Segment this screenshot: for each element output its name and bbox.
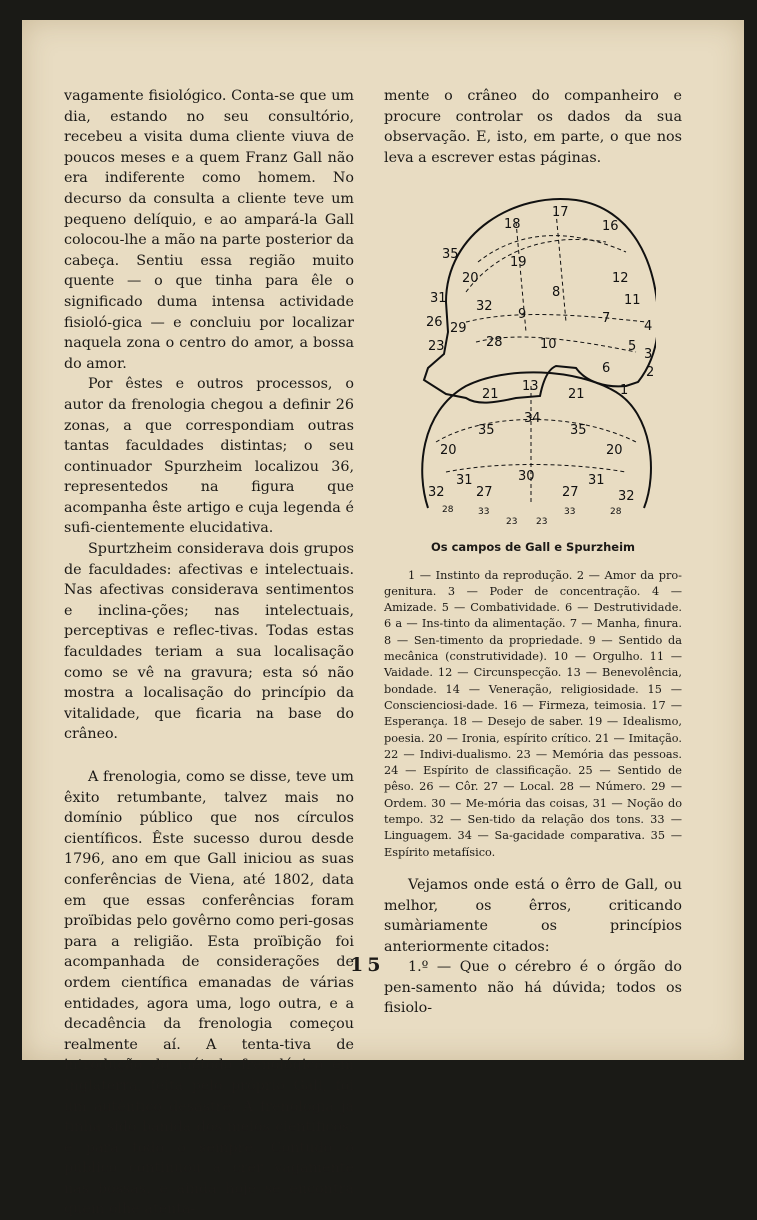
zone-label-10: 10 [540,337,557,353]
zone-label-4: 4 [644,319,653,335]
zone-label-9: 9 [518,307,527,323]
svg-text:31: 31 [456,473,473,489]
book-page [22,20,744,1218]
zone-label-16: 16 [602,219,619,235]
paragraph-1: vagamente fisiológico. Conta-se que um dia, estando no seu consultório, recebeu a visita duma cliente viuva de poucos meses e a quem Franz Gall não era indiferente como homem. No decurso da consulta a cliente teve um pequeno delíquio, e ao ampará-la Gall colocou-lhe a mão na parte posterior da cabeça. Sentiu essa região muito quente — o que tinha para êle o significado duma intensa actividade fisioló-gica — e concluiu por localizar naquela zona o centro do amor, a bossa do amor. [64,88,354,372]
zone-label-17: 17 [552,205,569,221]
zone-label-23: 23 [428,339,445,355]
zone-label-35: 35 [442,247,459,263]
svg-text:32: 32 [428,485,445,501]
svg-text:21: 21 [482,387,499,403]
svg-text:32: 32 [618,489,635,505]
zone-label-5: 5 [628,339,637,355]
svg-text:33: 33 [478,507,490,518]
page-number: 15 [350,954,385,976]
zone-label-20: 20 [462,271,479,287]
svg-text:31: 31 [588,473,605,489]
zone-label-28: 28 [486,335,503,351]
zone-label-26: 26 [426,315,443,331]
paragraph-4: A frenologia, como se disse, teve um êxito retumbante, talvez mais no domínio público que nos círculos científicos. Êste sucesso durou desde 1796, ano em que Gall iniciou as suas conferências de Viena, até 1802, data em que essas conferências foram proïbidas pelo govêrno como peri-gosas para a religião. Esta proïbição foi acompanhada de considerações de ordem científica emanadas de várias entidades, agora uma, logo outra, e a decadência da frenologia começou realmente aí. A tenta-tiva de introdução do método frenológico em Inglaterra, feita pelo próprio Gall, foi um autêntico desastre. A frenologia já tinha sido banida dos meios científicos, e para todo o sempre. Contudo o público continuou a crer vagamente nas bossas, e ainda hoje se encontra quem olhe atenta- [64,769,354,1218]
svg-text:28: 28 [610,507,622,518]
zone-label-11: 11 [624,293,641,309]
svg-text:27: 27 [562,485,579,501]
zone-label-12: 12 [612,271,629,287]
svg-text:28: 28 [442,505,454,516]
zone-label-29: 29 [450,321,467,337]
phrenology-figure [406,172,656,526]
paragraph-7: 1.º — Que o cérebro é o órgão do pen-samento não há dúvida; todos os fisiolo- [384,959,682,1017]
svg-text:20: 20 [606,443,623,459]
svg-text:23: 23 [506,517,518,527]
right-column [384,86,682,1019]
zone-label-2: 2 [646,365,655,381]
paragraph-3: Spurtzheim considerava dois grupos de faculdades: afectivas e intelectuais. Nas afectivas considerava sentimentos e inclina-ções; nas intelectuais, perceptivas e reflec-tivas. Todas estas faculdades teriam a sua localisação como se vê na gravura; esta só não mostra a localisação do princípio da vitalidade, que ficaria na base do crâneo. [64,541,354,743]
svg-text:34: 34 [524,411,541,427]
zone-label-32: 32 [476,299,493,315]
zone-label-3: 3 [644,347,653,363]
svg-text:21: 21 [568,387,585,403]
svg-text:13: 13 [522,379,539,395]
zone-label-19: 19 [510,255,527,271]
paragraph-6: Vejamos onde está o êrro de Gall, ou melhor, os êrros, criticando sumàriamente os princípios anteriormente citados: [384,876,682,955]
zone-label-7: 7 [602,311,611,327]
zone-label-6: 6 [602,361,611,377]
paragraph-5: mente o crâneo do companheiro e procure controlar os dados da sua observação. E, isto, em parte, o que nos leva a escrever estas páginas. [384,88,682,166]
svg-text:30: 30 [518,469,535,485]
svg-text:27: 27 [476,485,493,501]
zone-label-31: 31 [430,291,447,307]
zone-label-18: 18 [504,217,521,233]
zone-label-8: 8 [552,285,561,301]
zone-label-1: 1 [620,383,629,399]
svg-text:33: 33 [564,507,576,518]
figure-legend: 1 — Instinto da reprodução. 2 — Amor da pro-genitura. 3 — Poder de concentração. 4 — Amizade. 5 — Combatividade. 6 — Destrutividade. 6 a — Ins-tinto da alimentação. 7 — Manha, finura. 8 — Sen-timento da propriedade. 9 — Sentido da mecânica (construtividade). 10 — Orgulho. 11 — Vaidade. 12 — Circunspecção. 13 — Benevolência, bondade. 14 — Veneração, religiosidade. 15 — Conscienciosi-dade. 16 — Firmeza, teimosia. 17 — Esperança. 18 — Desejo de saber. 19 — Idealismo, poesia. 20 — Ironia, espírito crítico. 21 — Imitação. 22 — Indivi-dualismo. 23 — Memória das pessoas. 24 — Espírito de classificação. 25 — Sentido de pêso. 26 — Côr. 27 — Local. 28 — Número. 29 — Ordem. 30 — Me-mória das coisas, 31 — Noção do tempo. 32 — Sen-tido da relação dos tons. 33 — Linguagem. 34 — Sa-gacidade comparativa. 35 — Espírito metafísico. [384,568,682,859]
left-column [64,86,354,1220]
svg-text:35: 35 [570,423,587,439]
svg-text:20: 20 [440,443,457,459]
svg-text:23: 23 [536,517,548,527]
side-view-labels [426,205,654,398]
svg-text:35: 35 [478,423,495,439]
paragraph-2: Por êstes e outros processos, o autor da frenologia chegou a definir 26 zonas, a que correspondiam outras tantas faculdades distintas; o seu continuador Spurzheim localizou 36, representedos na figura que acompanha êste artigo e cuja legenda é sufi-cientemente elucidativa. [64,376,354,537]
figure-caption: Os campos de Gall e Spurzheim [430,539,636,554]
